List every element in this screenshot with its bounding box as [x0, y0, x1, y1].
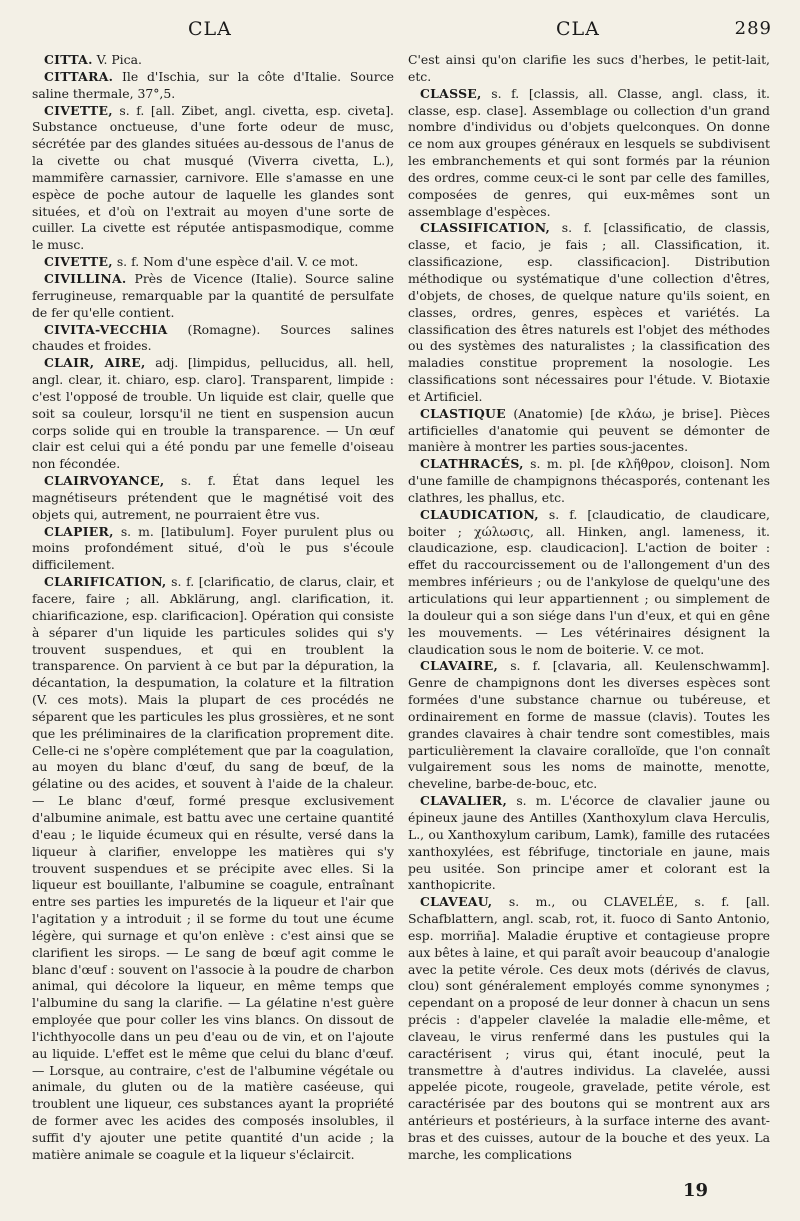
- headword: CLAPIER,: [44, 523, 114, 539]
- entry: [32, 473, 394, 524]
- headword: CLASSIFICATION,: [420, 220, 551, 236]
- entry-text: s. f. [clarificatio, de clarus, clair, et facere, faire ; all. Abklärung, angl. clarification, it. chiarificazione, esp. clarificacion]. Opération qui consiste à séparer d'un liquide les particules solides qui s'y trouvent suspendues, et qui en troublent la transparence. On parvient à ce but par la dépuration, la décantation, la despumation, la colature et la filtration (V. ces mots). Mais la plupart de ces procédés ne séparent que les particules les plus grossières, et ne sont que les préliminaires de la clarification proprement dite. Celle-ci ne s'opère complétement que par la coagulation, au moyen du blanc d'œuf, du sang de bœuf, de la gélatine ou des acides, et souvent à l'aide de la chaleur. — Le blanc d'œuf, formé presque exclusivement d'albumine animale, est battu avec une certaine quantité d'eau ; le liquide écumeux qui en résulte, versé dans la liqueur à clarifier, enveloppe les matières qui s'y trouvent suspendues et se précipite avec elles. Si la liqueur est bouillante, l'albumine se coagule, entraînant entre ses parties les impuretés de la liqueur et l'air que l'agitation y a introduit ; il se forme du tout une écume légère, qui surnage et qu'on enlève : c'est ainsi que se clarifient les sirops. — Le sang de bœuf agit comme le blanc d'œuf : souvent on l'associe à la poudre de charbon animal, qui décolore la liqueur, en même temps que l'albumine du sang la clarifie. — La gélatine n'est guère employée que pour coller les vins blancs. On dissout de l'ichthyocolle dans un peu d'eau ou de vin, et on l'ajoute au liquide. L'effet est le même que celui du blanc d'œuf. — Lorsque, au contraire, c'est de l'albumine végétale ou animale, du gluten ou de la matière caséeuse, qui troublent une liqueur, ces substances ayant la propriété de former avec les acides des composés insolubles, il suffit d'y ajouter une petite quantité d'un acide ; la matière animale se coagule et la liqueur s'éclaircit.: [32, 574, 394, 1162]
- entry: [408, 793, 770, 894]
- entry: [32, 355, 394, 473]
- right-column: [408, 52, 770, 1164]
- headword: CLAUDICATION,: [420, 506, 539, 522]
- header-left-guide-word: CLA: [188, 18, 232, 40]
- running-header: [28, 18, 772, 48]
- entry: [32, 69, 394, 103]
- entry-text: s. f. [clavaria, all. Keulenschwamm]. Genre de champignons dont les diverses espèces sont formées d'une substance charnue ou tubéreuse, et ordinairement en forme de massue (clavis). Toutes les grandes clavaires à chair tendre sont comestibles, mais particulièrement la clavaire coralloïde, que l'on connaît vulgairement sous les noms de mainotte, menotte, cheveline, barbe-de-bouc, etc.: [408, 658, 770, 792]
- entry-text: (Anatomie) [de κλάω, je brise]. Pièces artificielles d'anatomie qui peuvent se démonter de manière à montrer les parties sous-jacentes.: [408, 405, 770, 455]
- headword: CLASSE,: [420, 85, 482, 101]
- signature-mark: 19: [682, 1180, 708, 1201]
- headword: CLATHRACÉS,: [420, 456, 524, 472]
- entry-text: Près de Vicence (Italie). Source saline ferrugineuse, remarquable par la quantité de persulfate de fer qu'elle contient.: [32, 270, 394, 320]
- entry-text: adj. [limpidus, pellucidus, all. hell, angl. clear, it. chiaro, esp. claro]. Transparent, limpide : c'est l'opposé de trouble. Un liquide est clair, quelle que soit sa couleur, lorsqu'il ne tient en suspension aucun corps solide qui en trouble la transparence. — Un œuf clair est celui qui a été pondu par une femelle d'oiseau non fécondée.: [32, 355, 394, 472]
- entry: [408, 406, 770, 457]
- entry-text: s. m., ou CLAVELÉE, s. f. [all. Schafblattern, angl. scab, rot, it. fuoco di Santo Antonio, esp. morriña]. Maladie éruptive et contagieuse propre aux bêtes à laine, et qui paraît avoir beaucoup d'analogie avec la petite vérole. Ces deux mots (dérivés de clavus, clou) sont généralement employés comme synonymes ; cependant on a proposé de leur donner à chacun un sens précis : d'appeler clavelée la maladie elle-même, et claveau, le virus renfermé dans les pustules qui la caractérisent ; virus qui, étant inoculé, peut la transmettre à d'autres individus. La clavelée, aussi appelée picote, rougeole, gravelade, petite vérole, est caractérisée par des boutons qui se montrent aux ars antérieurs et postérieurs, à la surface interne des avant-bras et des cuisses, autour de la bouche et des yeux. La marche, les complications: [408, 894, 770, 1162]
- headword: CLAVAIRE,: [420, 658, 499, 674]
- entry: [32, 52, 394, 69]
- entry-text: s. m. [latibulum]. Foyer purulent plus ou moins profondément situé, d'où le pus s'écoule difficilement.: [32, 523, 394, 573]
- entry-text: C'est ainsi qu'on clarifie les sucs d'herbes, le petit-lait, etc.: [408, 52, 770, 84]
- entry: [408, 86, 770, 221]
- headword: CITTA.: [44, 52, 93, 67]
- headword: CLAVEAU,: [420, 894, 493, 910]
- entry: [32, 103, 394, 255]
- left-column: [32, 52, 394, 1164]
- entry-text: s. f. [claudicatio, de claudicare, boiter ; χώλωσις, all. Hinken, angl. lameness, it. claudicazione, esp. claudicacion]. L'action de boiter : effet du raccourcissement ou de l'allongement d'un des membres inférieurs ; ou de l'ankylose de quelqu'une des articulations qui leur appartiennent ; ou simplement de la douleur qui a son siége dans l'un d'eux, et qui en gêne les mouvements. — Les vétérinaires désignent la claudication sous le nom de boiterie. V. ce mot.: [408, 506, 770, 657]
- entry-text: s. f. [classificatio, de classis, classe, et facio, je fais ; all. Classification, it. classificazione, esp. classificacion]. Distribution méthodique ou systématique d'une collection d'êtres, d'objets, de choses, de quelque nature qu'ils soient, en classes, ordres, genres, espèces et variétés. La classification des êtres naturels est l'objet des méthodes ou des systèmes des naturalistes ; la classification des maladies constitue proprement la nosologie. Les classifications sont nécessaires pour l'étude. V. Biotaxie et Artificiel.: [408, 220, 770, 404]
- headword: CLAIR, AIRE,: [44, 355, 146, 371]
- entry-continuation: [408, 52, 770, 86]
- entry: [408, 220, 770, 405]
- entry-text: Ile d'Ischia, sur la côte d'Italie. Source saline thermale, 37°,5.: [32, 68, 394, 101]
- entry: [408, 507, 770, 659]
- entry-text: s. m. pl. [de κλῆθρον, cloison]. Nom d'une famille de champignons thécasporés, contenant les clathres, les phallus, etc.: [408, 456, 770, 505]
- entry: [32, 254, 394, 271]
- headword: CLARIFICATION,: [44, 574, 167, 590]
- headword: CIVITA-VECCHIA: [44, 321, 168, 337]
- entry-text: s. f. [all. Zibet, angl. civetta, esp. civeta]. Substance onctueuse, d'une forte odeur de musc, sécrétée par des glandes situées au-dessous de l'anus de la civette ou chat musqué (Viverra civetta, L.), mammifère carnassier, carnivore. Elle s'amasse en une espèce de poche autour de laquelle les glandes sont situées, et d'où on l'extrait au moyen d'une sorte de cuiller. La civette est réputée antispasmodique, comme le musc.: [32, 102, 394, 253]
- page-number: 289: [734, 18, 772, 39]
- headword: CIVETTE,: [44, 102, 113, 118]
- entry: [408, 658, 770, 793]
- entry: [32, 574, 394, 1164]
- entry-text: V. Pica.: [96, 52, 142, 67]
- headword: CLAIRVOYANCE,: [44, 473, 165, 489]
- entry-text: s. m. L'écorce de clavalier jaune ou épineux jaune des Antilles (Xanthoxylum clava Herculis, L., ou Xanthoxylum caribum, Lamk), famille des rutacées xanthoxylées, est fébrifuge, tinctoriale en jaune, mais peu usitée. Son principe amer et colorant est la xanthopicrite.: [408, 793, 770, 893]
- headword: CLAVALIER,: [420, 793, 508, 809]
- entry-text: s. f. Nom d'une espèce d'ail. V. ce mot.: [116, 254, 359, 270]
- headword: CIVILLINA.: [44, 270, 127, 286]
- entry-text: s. f. État dans lequel les magnétiseurs prétendent que le magnétisé voit des objets qui, autrement, ne pourraient être vus.: [32, 473, 394, 522]
- entry-text: s. f. [classis, all. Classe, angl. class, it. classe, esp. clase]. Assemblage ou collection d'un grand nombre d'individus ou d'objets quelconques. On donne ce nom aux groupes généraux en lesquels se subdivisent les embranchements et qui sont formés par la réunion des ordres, comme ceux-ci le sont par celle des familles, composées de genres, qui eux-mêmes sont un assemblage d'espèces.: [408, 85, 770, 219]
- headword: CIVETTE,: [44, 254, 113, 270]
- header-right-guide-word: CLA: [556, 18, 600, 40]
- entry: [32, 524, 394, 575]
- entry: [408, 894, 770, 1164]
- entry: [408, 456, 770, 507]
- headword: CLASTIQUE: [420, 405, 506, 421]
- entry-text: (Romagne). Sources salines chaudes et froides.: [32, 321, 394, 354]
- entry: [32, 271, 394, 322]
- headword: CITTARA.: [44, 68, 114, 84]
- entry: [32, 322, 394, 356]
